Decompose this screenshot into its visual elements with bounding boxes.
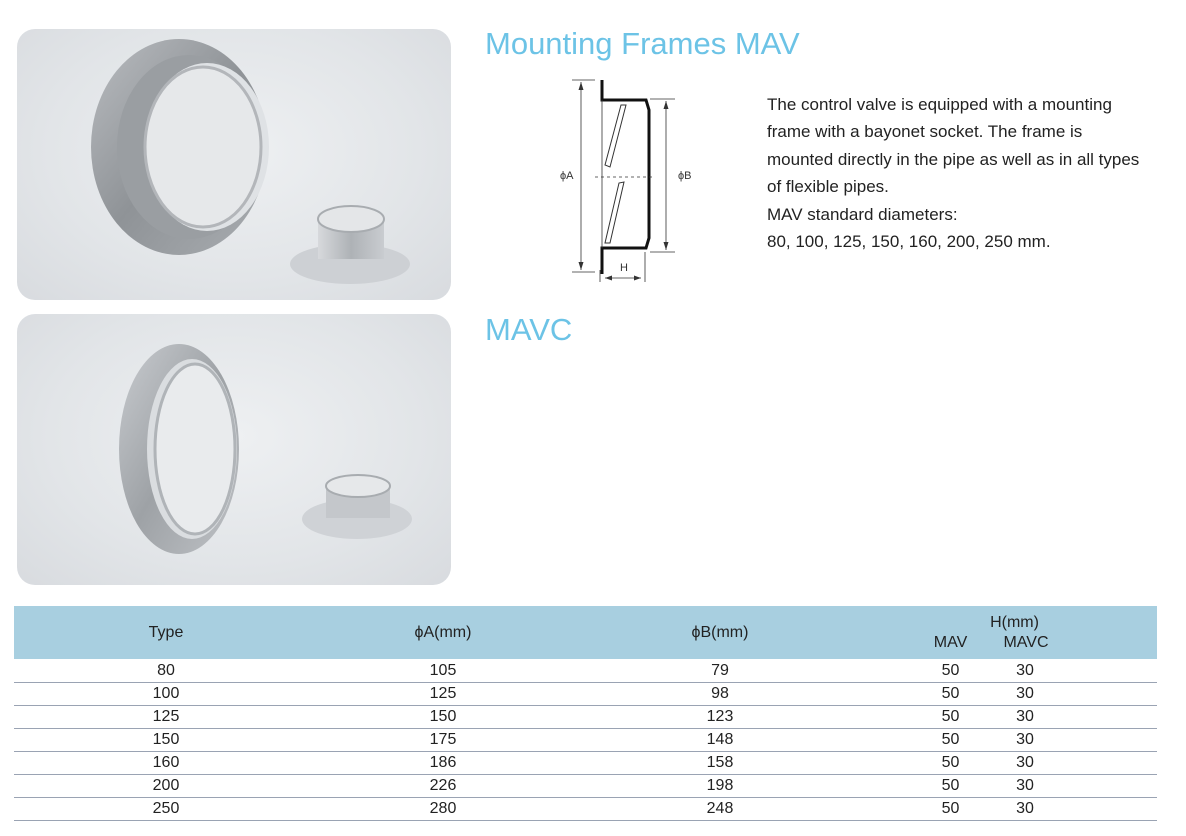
section-title-mavc: MAVC [485, 312, 573, 347]
description-line: MAV standard diameters: [767, 204, 958, 224]
cell-type: 160 [14, 751, 318, 774]
cell-h-mavc: 30 [1016, 754, 1034, 771]
cell-h [872, 774, 1157, 797]
cell-h-mav: 50 [941, 661, 960, 679]
cell-type: 150 [14, 728, 318, 751]
mavc-frame-illustration [17, 314, 451, 585]
cell-h-mav: 50 [941, 754, 960, 771]
dimension-diagram [550, 70, 710, 290]
cell-phi-a: 175 [318, 728, 568, 751]
label-h: H [620, 262, 628, 274]
cell-type: 125 [14, 705, 318, 728]
cell-phi-b: 198 [568, 774, 872, 797]
cell-type: 250 [14, 797, 318, 820]
table-row [14, 751, 1157, 774]
cell-h-mavc: 30 [1016, 708, 1034, 725]
description-line: 80, 100, 125, 150, 160, 200, 250 mm. [767, 232, 1051, 252]
cell-h [872, 797, 1157, 820]
cell-h-mav: 50 [941, 708, 960, 725]
description-line: frame with a bayonet socket. The frame is [767, 122, 1083, 142]
cell-phi-a: 150 [318, 705, 568, 728]
cell-phi-a: 226 [318, 774, 568, 797]
header-h [872, 606, 1157, 659]
cell-h-mav: 50 [941, 800, 960, 817]
cell-type: 200 [14, 774, 318, 797]
cell-h-mavc: 30 [1016, 661, 1034, 679]
header-h-label: H(mm) [990, 613, 1039, 631]
cell-h-mavc: 30 [1016, 800, 1034, 817]
table-row [14, 705, 1157, 728]
cell-h [872, 751, 1157, 774]
cell-phi-b: 158 [568, 751, 872, 774]
mavc-frame-photo [17, 314, 451, 585]
cell-h [872, 705, 1157, 728]
header-phi-b: ϕB(mm) [691, 623, 749, 641]
table-row [14, 682, 1157, 705]
header-h-mavc: MAVC [1003, 633, 1049, 651]
cell-h-mav: 50 [941, 777, 960, 794]
description-line: The control valve is equipped with a mounting [767, 95, 1112, 114]
table-row [14, 659, 1157, 682]
cell-type: 100 [14, 682, 318, 705]
cell-h-mavc: 30 [1016, 731, 1034, 748]
header-h-mav: MAV [933, 633, 968, 651]
mav-frame-photo [17, 29, 451, 300]
label-phi-a: ϕA [560, 170, 574, 182]
cell-h-mavc: 30 [1016, 777, 1034, 794]
cell-phi-b: 123 [568, 705, 872, 728]
table-row [14, 728, 1157, 751]
cell-phi-a: 105 [318, 659, 568, 682]
cell-h-mav: 50 [941, 685, 960, 702]
cell-h-mav: 50 [941, 731, 960, 748]
section-title-mav: Mounting Frames MAV [485, 26, 800, 61]
cell-phi-b: 98 [568, 682, 872, 705]
table-header-row [14, 606, 1157, 659]
cell-phi-a: 125 [318, 682, 568, 705]
cell-type: 80 [14, 659, 318, 682]
cell-h [872, 659, 1157, 682]
header-h-subcols [872, 633, 1157, 653]
label-phi-b: ϕB [678, 170, 692, 182]
header-phi-a: ϕA(mm) [414, 623, 472, 641]
description-line: of flexible pipes. [767, 177, 889, 197]
cell-phi-b: 148 [568, 728, 872, 751]
dimensions-table [14, 606, 1157, 821]
header-type: Type [148, 623, 184, 641]
cell-h [872, 728, 1157, 751]
table-row [14, 797, 1157, 820]
cell-h-mavc: 30 [1016, 685, 1034, 702]
mav-frame-illustration [17, 29, 451, 300]
mav-description [767, 91, 1182, 255]
cell-phi-a: 186 [318, 751, 568, 774]
cell-h [872, 682, 1157, 705]
table-row [14, 774, 1157, 797]
cell-phi-b: 248 [568, 797, 872, 820]
cell-phi-b: 79 [568, 659, 872, 682]
cell-phi-a: 280 [318, 797, 568, 820]
description-line: mounted directly in the pipe as well as in all types [767, 149, 1140, 169]
